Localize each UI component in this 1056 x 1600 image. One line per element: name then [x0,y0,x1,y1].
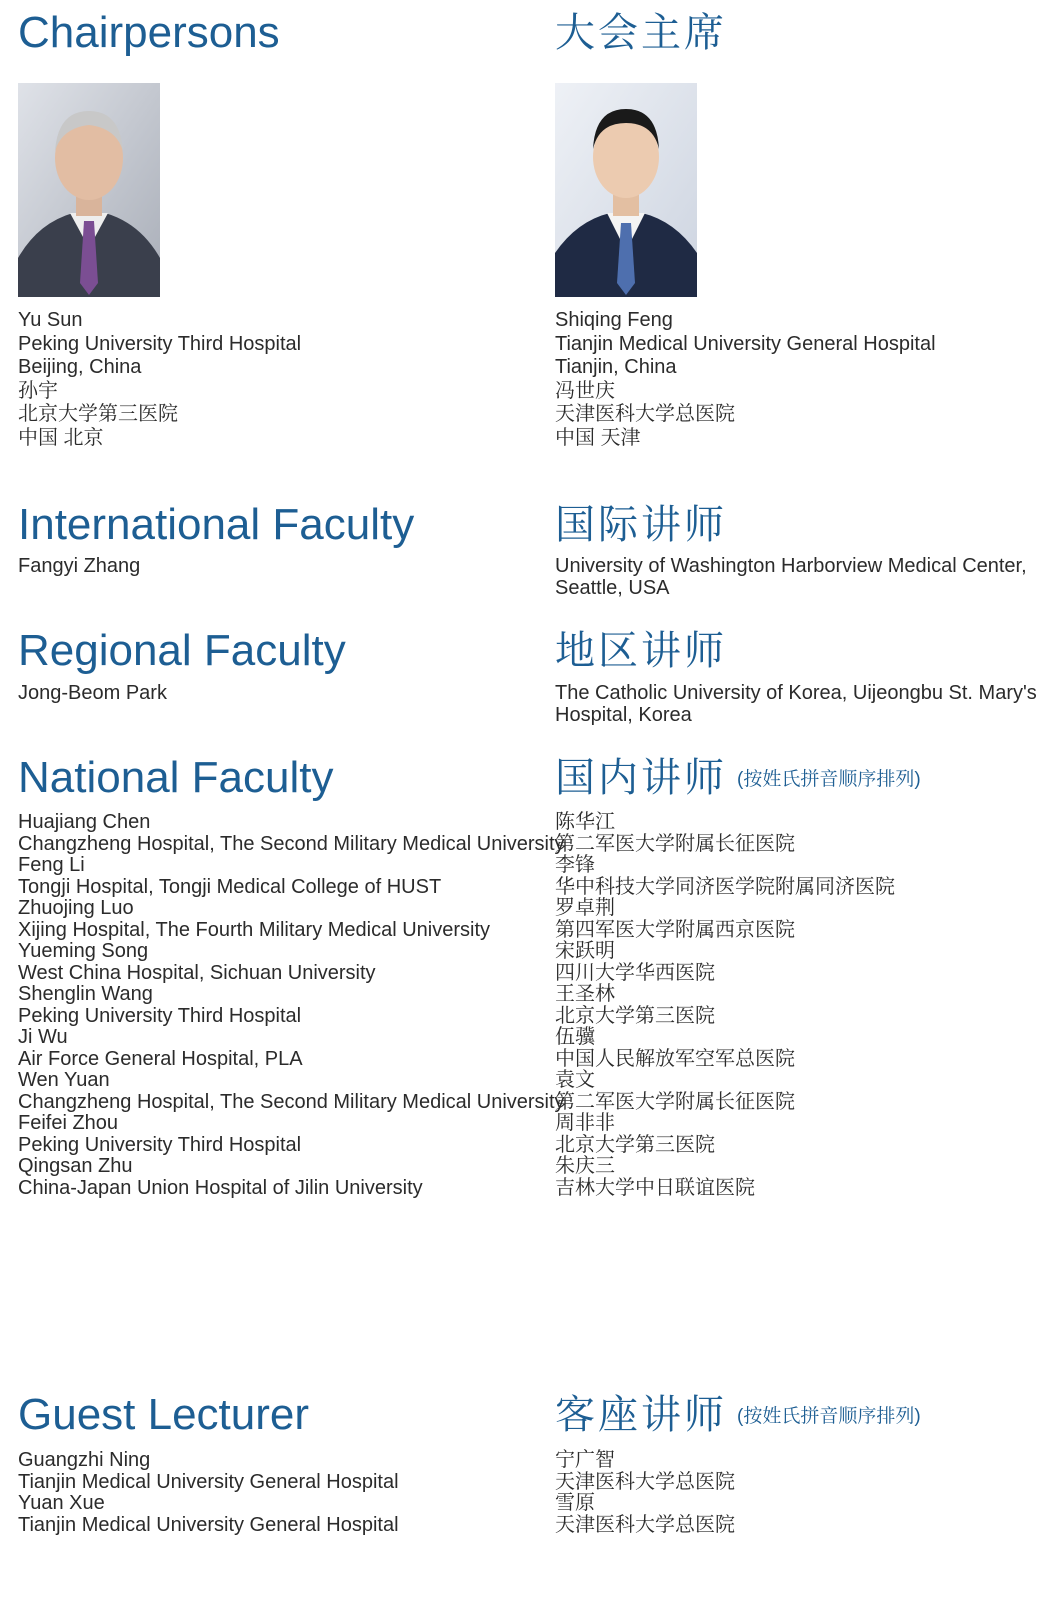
chairperson-location: Tianjin, China [555,356,677,378]
regional-heading: Regional Faculty [18,626,346,675]
list-item [555,855,895,898]
lecturer-hospital: Tianjin Medical University General Hospital [18,1513,399,1536]
faculty-name: Wen Yuan [18,1069,110,1091]
list-item [555,1493,735,1536]
chairpersons-heading-cn: 大会主席 [555,11,727,55]
list-item [555,1027,895,1070]
faculty-name-cn: 周非非 [555,1112,615,1134]
faculty-hospital-cn: 吉林大学中日联谊医院 [555,1176,755,1199]
national-faculty-list-cn [555,812,895,1199]
faculty-name: Feng Li [18,854,85,876]
faculty-hospital-cn: 第二军医大学附属长征医院 [555,832,795,855]
list-item [555,1070,895,1113]
list-item [555,898,895,941]
regional-faculty-name: Jong-Beom Park [18,682,167,704]
faculty-name-cn: 陈华江 [555,811,615,833]
list-item [18,898,565,941]
list-item [18,812,565,855]
faculty-name-cn: 李锋 [555,854,595,876]
list-item [555,1156,895,1199]
affiliation-line: Hospital, Korea [555,704,692,726]
international-heading: International Faculty [18,500,415,549]
faculty-name-cn: 宋跃明 [555,940,615,962]
international-faculty-name: Fangyi Zhang [18,555,141,577]
lecturer-name-cn: 宁广智 [555,1449,615,1471]
guest-heading-cn-text: 客座讲师 [555,1393,727,1437]
list-item [18,1027,565,1070]
chairperson-right-info [555,309,936,450]
chairperson-shiqing-feng-photo [555,83,697,297]
sort-order-note: (按姓氏拼音顺序排列) [737,769,921,791]
chairperson-name: Yu Sun [18,309,83,331]
faculty-hospital-cn: 北京大学第三医院 [555,1133,715,1156]
national-faculty-list-en [18,812,565,1199]
chairperson-location-cn: 中国 天津 [555,426,641,449]
faculty-hospital: Peking University Third Hospital [18,1004,302,1027]
chairpersons-heading: Chairpersons [18,8,280,57]
faculty-hospital: Tongji Hospital, Tongji Medical College of HUST [18,875,442,898]
list-item [18,984,565,1027]
faculty-hospital: West China Hospital, Sichuan University [18,961,376,984]
list-item [555,941,895,984]
faculty-hospital-cn: 四川大学华西医院 [555,961,715,984]
faculty-hospital: Changzheng Hospital, The Second Military Medical University [18,832,565,855]
lecturer-name-cn: 雪原 [555,1492,595,1514]
chairperson-name-cn: 冯世庆 [555,379,615,402]
faculty-name: Ji Wu [18,1026,68,1048]
faculty-name: Zhuojing Luo [18,897,134,919]
regional-faculty-affiliation [555,682,1037,726]
regional-heading-cn: 地区讲师 [555,629,727,673]
guest-heading-cn [555,1390,921,1442]
list-item [18,855,565,898]
faculty-name: Feifei Zhou [18,1112,119,1134]
chairperson-hospital-cn: 北京大学第三医院 [18,403,178,425]
list-item [555,984,895,1027]
lecturer-hospital-cn: 天津医科大学总医院 [555,1470,735,1493]
faculty-name: Yueming Song [18,940,149,962]
faculty-name-cn: 朱庆三 [555,1155,615,1177]
faculty-hospital: Peking University Third Hospital [18,1133,302,1156]
faculty-hospital: Changzheng Hospital, The Second Military Medical University [18,1090,565,1113]
faculty-hospital-cn: 华中科技大学同济医学院附属同济医院 [555,875,895,898]
lecturer-hospital: Tianjin Medical University General Hospital [18,1470,399,1493]
list-item [18,1156,565,1199]
chairperson-location: Beijing, China [18,356,142,378]
lecturer-name: Guangzhi Ning [18,1449,151,1471]
chairperson-hospital-cn: 天津医科大学总医院 [555,403,735,425]
faculty-hospital-cn: 北京大学第三医院 [555,1004,715,1027]
list-item [555,812,895,855]
faculty-name: Huajiang Chen [18,811,151,833]
sort-order-note: (按姓氏拼音顺序排列) [737,1406,921,1428]
faculty-name-cn: 王圣林 [555,983,615,1005]
faculty-name: Qingsan Zhu [18,1155,133,1177]
list-item [18,1450,399,1493]
faculty-name-cn: 罗卓荆 [555,897,615,919]
affiliation-line: Seattle, USA [555,577,670,599]
chairperson-name-cn: 孙宇 [18,379,58,402]
faculty-name-cn: 伍骥 [555,1026,595,1048]
faculty-hospital-cn: 第二军医大学附属长征医院 [555,1090,795,1113]
list-item [555,1450,735,1493]
chairperson-name: Shiqing Feng [555,309,673,331]
list-item [18,1070,565,1113]
affiliation-line: The Catholic University of Korea, Uijeongbu St. Mary's [555,682,1037,704]
list-item [555,1113,895,1156]
chairperson-left-info [18,309,301,450]
national-heading: National Faculty [18,753,334,802]
national-heading-cn-text: 国内讲师 [555,756,727,800]
lecturer-name: Yuan Xue [18,1492,105,1514]
list-item [18,1493,399,1536]
international-heading-cn: 国际讲师 [555,503,727,547]
chairperson-hospital: Peking University Third Hospital [18,332,302,355]
guest-lecturer-list-en [18,1450,399,1536]
faculty-hospital-cn: 中国人民解放军空军总医院 [555,1047,795,1070]
faculty-name: Shenglin Wang [18,983,153,1005]
guest-lecturer-list-cn [555,1450,735,1536]
faculty-hospital-cn: 第四军医大学附属西京医院 [555,918,795,941]
list-item [18,941,565,984]
national-heading-cn [555,753,921,805]
lecturer-hospital-cn: 天津医科大学总医院 [555,1513,735,1536]
faculty-hospital: China-Japan Union Hospital of Jilin University [18,1176,423,1199]
list-item [18,1113,565,1156]
faculty-hospital: Air Force General Hospital, PLA [18,1047,303,1070]
chairperson-hospital: Tianjin Medical University General Hospital [555,332,936,355]
faculty-hospital: Xijing Hospital, The Fourth Military Medical University [18,918,491,941]
faculty-name-cn: 袁文 [555,1069,595,1091]
guest-heading: Guest Lecturer [18,1390,310,1439]
affiliation-line: University of Washington Harborview Medical Center, [555,555,1027,577]
international-faculty-affiliation [555,555,1027,599]
chairperson-yu-sun-photo [18,83,160,297]
chairperson-location-cn: 中国 北京 [18,426,104,449]
